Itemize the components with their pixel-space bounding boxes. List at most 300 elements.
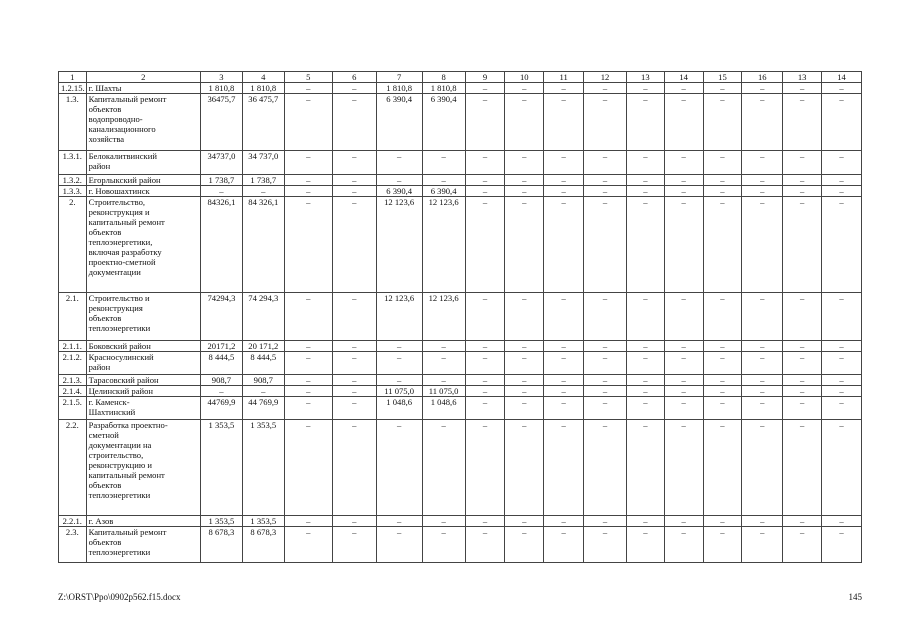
empty-value-cell: – bbox=[505, 94, 544, 151]
empty-value-cell: – bbox=[703, 397, 742, 420]
row-number: 2.1.2. bbox=[59, 352, 87, 375]
row-name bbox=[86, 83, 200, 94]
empty-value-cell: – bbox=[703, 516, 742, 527]
row-name-line: строительство, bbox=[88, 450, 144, 460]
value-cell: – bbox=[376, 352, 422, 375]
empty-value-cell: – bbox=[584, 375, 627, 386]
value-cell: – bbox=[284, 94, 332, 151]
value-cell: – bbox=[284, 375, 332, 386]
value-cell: 8 678,3 bbox=[201, 527, 243, 563]
empty-value-cell: – bbox=[742, 151, 783, 175]
value-cell: – bbox=[376, 516, 422, 527]
empty-value-cell: – bbox=[742, 341, 783, 352]
row-name-line: Боковский район bbox=[88, 341, 151, 351]
empty-value-cell: – bbox=[584, 341, 627, 352]
row-name-line: объектов bbox=[88, 104, 122, 114]
table-row bbox=[59, 175, 862, 186]
row-name bbox=[86, 375, 200, 386]
header-cell: 11 bbox=[544, 72, 584, 83]
row-name-line: Целинский район bbox=[88, 386, 154, 396]
value-cell: – bbox=[332, 386, 376, 397]
value-cell: – bbox=[201, 386, 243, 397]
empty-value-cell: – bbox=[822, 341, 862, 352]
empty-value-cell: – bbox=[626, 83, 664, 94]
value-cell: – bbox=[242, 386, 284, 397]
value-cell: 20 171,2 bbox=[242, 341, 284, 352]
empty-value-cell: – bbox=[703, 197, 742, 293]
value-cell: 1 810,8 bbox=[376, 83, 422, 94]
empty-value-cell: – bbox=[783, 151, 822, 175]
row-name-line: Капитальный ремонт bbox=[88, 527, 167, 537]
value-cell: 1 810,8 bbox=[242, 83, 284, 94]
value-cell: 1 353,5 bbox=[201, 420, 243, 516]
empty-value-cell: – bbox=[822, 375, 862, 386]
row-name-line: Красносулинский bbox=[88, 352, 154, 362]
header-cell: 5 bbox=[284, 72, 332, 83]
value-cell: 12 123,6 bbox=[376, 197, 422, 293]
table-row bbox=[59, 375, 862, 386]
empty-value-cell: – bbox=[544, 386, 584, 397]
value-cell: 1 353,5 bbox=[201, 516, 243, 527]
empty-value-cell: – bbox=[783, 375, 822, 386]
value-cell: – bbox=[332, 397, 376, 420]
value-cell: – bbox=[332, 186, 376, 197]
empty-value-cell: – bbox=[703, 151, 742, 175]
empty-value-cell: – bbox=[703, 186, 742, 197]
empty-value-cell: – bbox=[822, 293, 862, 341]
empty-value-cell: – bbox=[703, 527, 742, 563]
value-cell: – bbox=[332, 197, 376, 293]
value-cell: 6 390,4 bbox=[422, 186, 465, 197]
value-cell: – bbox=[284, 397, 332, 420]
header-cell: 13 bbox=[626, 72, 664, 83]
row-name-line: сметной bbox=[88, 430, 119, 440]
header-cell: 6 bbox=[332, 72, 376, 83]
value-cell: 12 123,6 bbox=[376, 293, 422, 341]
row-name-line: Тарасовский район bbox=[88, 375, 159, 385]
empty-value-cell: – bbox=[544, 341, 584, 352]
row-number: 1.3.3. bbox=[59, 186, 87, 197]
empty-value-cell: – bbox=[505, 197, 544, 293]
table-row bbox=[59, 352, 862, 375]
empty-value-cell: – bbox=[584, 397, 627, 420]
empty-value-cell: – bbox=[664, 516, 703, 527]
table-row bbox=[59, 94, 862, 151]
value-cell: 36475,7 bbox=[201, 94, 243, 151]
value-cell: – bbox=[284, 197, 332, 293]
empty-value-cell: – bbox=[822, 352, 862, 375]
value-cell: – bbox=[376, 341, 422, 352]
value-cell: 1 048,6 bbox=[422, 397, 465, 420]
empty-value-cell: – bbox=[465, 293, 505, 341]
empty-value-cell: – bbox=[505, 527, 544, 563]
empty-value-cell: – bbox=[465, 197, 505, 293]
budget-table bbox=[58, 71, 862, 563]
value-cell: 12 123,6 bbox=[422, 293, 465, 341]
empty-value-cell: – bbox=[822, 151, 862, 175]
row-number: 1.2.15. bbox=[59, 83, 87, 94]
empty-value-cell: – bbox=[465, 386, 505, 397]
row-name-line: Белокалитвинский bbox=[88, 151, 157, 161]
value-cell: – bbox=[376, 375, 422, 386]
value-cell: – bbox=[332, 175, 376, 186]
row-number: 1.3.2. bbox=[59, 175, 87, 186]
table-row bbox=[59, 197, 862, 293]
empty-value-cell: – bbox=[783, 386, 822, 397]
row-name-line: Разработка проектно- bbox=[88, 420, 168, 430]
empty-value-cell: – bbox=[703, 386, 742, 397]
empty-value-cell: – bbox=[742, 527, 783, 563]
empty-value-cell: – bbox=[703, 375, 742, 386]
row-name-line: объектов bbox=[88, 313, 122, 323]
value-cell: – bbox=[422, 527, 465, 563]
empty-value-cell: – bbox=[664, 186, 703, 197]
row-name-line: хозяйства bbox=[88, 134, 125, 144]
value-cell: 1 353,5 bbox=[242, 516, 284, 527]
empty-value-cell: – bbox=[544, 151, 584, 175]
empty-value-cell: – bbox=[703, 83, 742, 94]
row-number: 2.1.1. bbox=[59, 341, 87, 352]
empty-value-cell: – bbox=[544, 352, 584, 375]
empty-value-cell: – bbox=[822, 186, 862, 197]
value-cell: – bbox=[332, 94, 376, 151]
empty-value-cell: – bbox=[664, 386, 703, 397]
value-cell: – bbox=[332, 341, 376, 352]
value-cell: 8 678,3 bbox=[242, 527, 284, 563]
header-cell: 15 bbox=[703, 72, 742, 83]
empty-value-cell: – bbox=[742, 293, 783, 341]
value-cell: – bbox=[284, 186, 332, 197]
empty-value-cell: – bbox=[505, 375, 544, 386]
value-cell: – bbox=[422, 175, 465, 186]
value-cell: – bbox=[284, 341, 332, 352]
row-number: 2.3. bbox=[59, 527, 87, 563]
value-cell: – bbox=[332, 352, 376, 375]
value-cell: – bbox=[332, 151, 376, 175]
value-cell: – bbox=[376, 175, 422, 186]
header-cell: 1 bbox=[59, 72, 87, 83]
header-cell: 8 bbox=[422, 72, 465, 83]
value-cell: 34737,0 bbox=[201, 151, 243, 175]
row-number: 2.2.1. bbox=[59, 516, 87, 527]
empty-value-cell: – bbox=[465, 175, 505, 186]
row-name-line: капитальный ремонт bbox=[88, 470, 165, 480]
empty-value-cell: – bbox=[626, 175, 664, 186]
empty-value-cell: – bbox=[822, 197, 862, 293]
row-name-line: капитальный ремонт bbox=[88, 217, 165, 227]
empty-value-cell: – bbox=[465, 94, 505, 151]
value-cell: – bbox=[376, 151, 422, 175]
empty-value-cell: – bbox=[703, 175, 742, 186]
empty-value-cell: – bbox=[626, 94, 664, 151]
empty-value-cell: – bbox=[664, 375, 703, 386]
row-name-line: Шахтинский bbox=[88, 407, 136, 417]
row-name bbox=[86, 186, 200, 197]
table-row bbox=[59, 527, 862, 563]
empty-value-cell: – bbox=[664, 293, 703, 341]
empty-value-cell: – bbox=[822, 527, 862, 563]
table-row bbox=[59, 341, 862, 352]
value-cell: 11 075,0 bbox=[376, 386, 422, 397]
empty-value-cell: – bbox=[505, 151, 544, 175]
empty-value-cell: – bbox=[664, 352, 703, 375]
empty-value-cell: – bbox=[703, 293, 742, 341]
value-cell: – bbox=[422, 420, 465, 516]
empty-value-cell: – bbox=[626, 151, 664, 175]
header-cell: 16 bbox=[742, 72, 783, 83]
empty-value-cell: – bbox=[584, 293, 627, 341]
empty-value-cell: – bbox=[584, 151, 627, 175]
empty-value-cell: – bbox=[626, 516, 664, 527]
row-name-line: включая разработку bbox=[88, 247, 162, 257]
empty-value-cell: – bbox=[626, 386, 664, 397]
row-name-line: документации bbox=[88, 267, 141, 277]
empty-value-cell: – bbox=[664, 397, 703, 420]
empty-value-cell: – bbox=[822, 386, 862, 397]
empty-value-cell: – bbox=[584, 175, 627, 186]
row-name-line: объектов bbox=[88, 480, 122, 490]
empty-value-cell: – bbox=[742, 386, 783, 397]
empty-value-cell: – bbox=[584, 420, 627, 516]
row-name bbox=[86, 293, 200, 341]
row-name-line: г. Шахты bbox=[88, 83, 122, 93]
header-cell: 9 bbox=[465, 72, 505, 83]
value-cell: – bbox=[376, 420, 422, 516]
empty-value-cell: – bbox=[664, 420, 703, 516]
empty-value-cell: – bbox=[544, 186, 584, 197]
empty-value-cell: – bbox=[544, 516, 584, 527]
row-name-line: документации на bbox=[88, 440, 152, 450]
value-cell: – bbox=[422, 341, 465, 352]
empty-value-cell: – bbox=[626, 375, 664, 386]
empty-value-cell: – bbox=[465, 186, 505, 197]
value-cell: 74 294,3 bbox=[242, 293, 284, 341]
empty-value-cell: – bbox=[465, 341, 505, 352]
empty-value-cell: – bbox=[544, 375, 584, 386]
value-cell: 34 737,0 bbox=[242, 151, 284, 175]
empty-value-cell: – bbox=[742, 420, 783, 516]
row-name-line: г. Азов bbox=[88, 516, 114, 526]
empty-value-cell: – bbox=[742, 352, 783, 375]
row-name-line: район bbox=[88, 161, 111, 171]
row-name bbox=[86, 397, 200, 420]
value-cell: 1 353,5 bbox=[242, 420, 284, 516]
empty-value-cell: – bbox=[783, 186, 822, 197]
value-cell: 44769,9 bbox=[201, 397, 243, 420]
empty-value-cell: – bbox=[783, 420, 822, 516]
table-row bbox=[59, 420, 862, 516]
header-cell: 4 bbox=[242, 72, 284, 83]
value-cell: 84326,1 bbox=[201, 197, 243, 293]
row-name-line: теплоэнергетики bbox=[88, 323, 151, 333]
value-cell: – bbox=[332, 83, 376, 94]
empty-value-cell: – bbox=[742, 94, 783, 151]
value-cell: 74294,3 bbox=[201, 293, 243, 341]
value-cell: – bbox=[422, 151, 465, 175]
empty-value-cell: – bbox=[544, 293, 584, 341]
row-number: 2.1.4. bbox=[59, 386, 87, 397]
empty-value-cell: – bbox=[465, 83, 505, 94]
empty-value-cell: – bbox=[626, 197, 664, 293]
row-name-line: г. Новошахтинск bbox=[88, 186, 150, 196]
empty-value-cell: – bbox=[505, 341, 544, 352]
value-cell: – bbox=[376, 527, 422, 563]
empty-value-cell: – bbox=[783, 83, 822, 94]
empty-value-cell: – bbox=[584, 352, 627, 375]
empty-value-cell: – bbox=[742, 197, 783, 293]
empty-value-cell: – bbox=[584, 197, 627, 293]
empty-value-cell: – bbox=[742, 83, 783, 94]
value-cell: 1 738,7 bbox=[201, 175, 243, 186]
row-name-line: Строительство и bbox=[88, 293, 150, 303]
row-name bbox=[86, 151, 200, 175]
empty-value-cell: – bbox=[783, 516, 822, 527]
row-name-line: реконструкцию и bbox=[88, 460, 153, 470]
value-cell: – bbox=[422, 516, 465, 527]
empty-value-cell: – bbox=[465, 527, 505, 563]
row-name bbox=[86, 341, 200, 352]
empty-value-cell: – bbox=[584, 386, 627, 397]
header-cell: 13 bbox=[783, 72, 822, 83]
row-name-line: теплоэнергетики, bbox=[88, 237, 153, 247]
value-cell: 12 123,6 bbox=[422, 197, 465, 293]
row-name bbox=[86, 420, 200, 516]
empty-value-cell: – bbox=[664, 527, 703, 563]
row-number: 2. bbox=[59, 197, 87, 293]
empty-value-cell: – bbox=[783, 293, 822, 341]
empty-value-cell: – bbox=[664, 94, 703, 151]
value-cell: – bbox=[284, 516, 332, 527]
value-cell: – bbox=[284, 293, 332, 341]
empty-value-cell: – bbox=[664, 197, 703, 293]
empty-value-cell: – bbox=[505, 397, 544, 420]
value-cell: – bbox=[422, 352, 465, 375]
empty-value-cell: – bbox=[544, 83, 584, 94]
empty-value-cell: – bbox=[822, 516, 862, 527]
empty-value-cell: – bbox=[703, 341, 742, 352]
empty-value-cell: – bbox=[822, 397, 862, 420]
value-cell: – bbox=[332, 516, 376, 527]
empty-value-cell: – bbox=[584, 186, 627, 197]
header-cell: 10 bbox=[505, 72, 544, 83]
empty-value-cell: – bbox=[505, 83, 544, 94]
empty-value-cell: – bbox=[626, 352, 664, 375]
header-cell: 3 bbox=[201, 72, 243, 83]
empty-value-cell: – bbox=[822, 175, 862, 186]
empty-value-cell: – bbox=[626, 341, 664, 352]
empty-value-cell: – bbox=[505, 420, 544, 516]
value-cell: – bbox=[284, 151, 332, 175]
empty-value-cell: – bbox=[544, 175, 584, 186]
value-cell: 8 444,5 bbox=[242, 352, 284, 375]
empty-value-cell: – bbox=[664, 341, 703, 352]
value-cell: 6 390,4 bbox=[376, 94, 422, 151]
value-cell: 1 810,8 bbox=[201, 83, 243, 94]
value-cell: – bbox=[284, 420, 332, 516]
value-cell: 8 444,5 bbox=[201, 352, 243, 375]
empty-value-cell: – bbox=[783, 175, 822, 186]
row-name-line: реконструкция bbox=[88, 303, 143, 313]
table-row bbox=[59, 186, 862, 197]
empty-value-cell: – bbox=[742, 375, 783, 386]
empty-value-cell: – bbox=[505, 352, 544, 375]
row-number: 1.3. bbox=[59, 94, 87, 151]
file-path: Z:\ORST\Ppo\0902p562.f15.docx bbox=[58, 592, 181, 602]
empty-value-cell: – bbox=[544, 420, 584, 516]
value-cell: – bbox=[332, 293, 376, 341]
value-cell: – bbox=[284, 527, 332, 563]
value-cell: – bbox=[284, 386, 332, 397]
table-row bbox=[59, 397, 862, 420]
empty-value-cell: – bbox=[783, 197, 822, 293]
empty-value-cell: – bbox=[626, 527, 664, 563]
row-name-line: Капитальный ремонт bbox=[88, 94, 167, 104]
empty-value-cell: – bbox=[664, 151, 703, 175]
empty-value-cell: – bbox=[664, 83, 703, 94]
table-row bbox=[59, 386, 862, 397]
empty-value-cell: – bbox=[783, 341, 822, 352]
empty-value-cell: – bbox=[783, 527, 822, 563]
row-name-line: проектно-сметной bbox=[88, 257, 156, 267]
empty-value-cell: – bbox=[544, 197, 584, 293]
row-name-line: теплоэнергетики bbox=[88, 547, 151, 557]
empty-value-cell: – bbox=[465, 375, 505, 386]
table-row bbox=[59, 293, 862, 341]
empty-value-cell: – bbox=[822, 94, 862, 151]
value-cell: 1 048,6 bbox=[376, 397, 422, 420]
row-name-line: водопроводно- bbox=[88, 114, 143, 124]
empty-value-cell: – bbox=[626, 420, 664, 516]
empty-value-cell: – bbox=[584, 516, 627, 527]
value-cell: 908,7 bbox=[201, 375, 243, 386]
value-cell: 908,7 bbox=[242, 375, 284, 386]
row-name-line: канализационного bbox=[88, 124, 156, 134]
row-name-line: реконструкция и bbox=[88, 207, 150, 217]
row-number: 2.2. bbox=[59, 420, 87, 516]
empty-value-cell: – bbox=[742, 516, 783, 527]
table-row bbox=[59, 516, 862, 527]
value-cell: – bbox=[332, 375, 376, 386]
value-cell: 20171,2 bbox=[201, 341, 243, 352]
value-cell: 36 475,7 bbox=[242, 94, 284, 151]
table-header-row bbox=[59, 72, 862, 83]
empty-value-cell: – bbox=[822, 420, 862, 516]
empty-value-cell: – bbox=[465, 352, 505, 375]
row-number: 1.3.1. bbox=[59, 151, 87, 175]
empty-value-cell: – bbox=[783, 397, 822, 420]
value-cell: – bbox=[242, 186, 284, 197]
row-name-line: Строительство, bbox=[88, 197, 146, 207]
empty-value-cell: – bbox=[505, 293, 544, 341]
header-cell: 14 bbox=[664, 72, 703, 83]
value-cell: 1 810,8 bbox=[422, 83, 465, 94]
empty-value-cell: – bbox=[584, 94, 627, 151]
header-cell: 14 bbox=[822, 72, 862, 83]
empty-value-cell: – bbox=[544, 94, 584, 151]
empty-value-cell: – bbox=[465, 516, 505, 527]
row-name-line: район bbox=[88, 362, 111, 372]
page-number: 145 bbox=[848, 592, 862, 602]
row-name bbox=[86, 527, 200, 563]
empty-value-cell: – bbox=[626, 397, 664, 420]
row-name bbox=[86, 197, 200, 293]
row-name-line: г. Каменск- bbox=[88, 397, 130, 407]
value-cell: – bbox=[284, 175, 332, 186]
value-cell: – bbox=[284, 83, 332, 94]
empty-value-cell: – bbox=[742, 186, 783, 197]
value-cell: – bbox=[201, 186, 243, 197]
empty-value-cell: – bbox=[584, 527, 627, 563]
